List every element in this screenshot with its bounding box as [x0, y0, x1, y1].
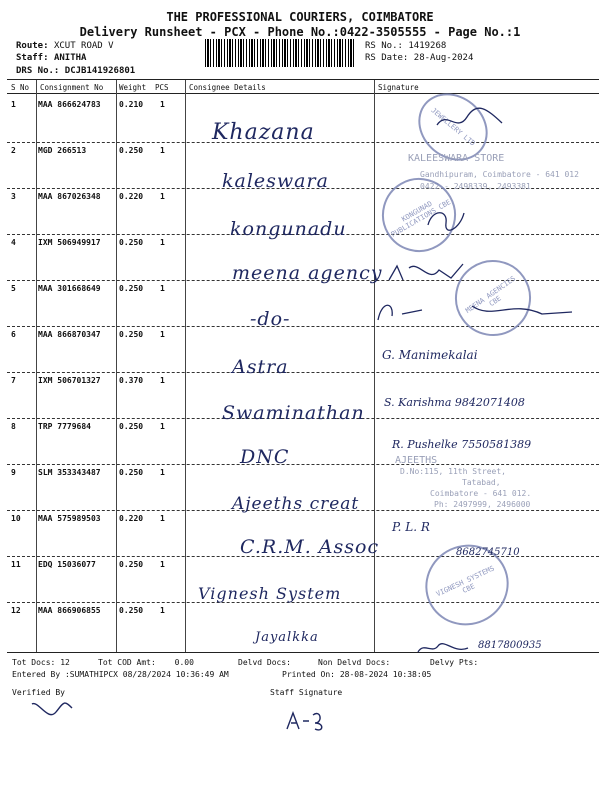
row-pcs: 1	[160, 606, 165, 615]
row-weight: 0.250	[119, 330, 144, 339]
staff-signature-label: Staff Signature	[270, 688, 343, 697]
staff-value: ANITHA	[53, 53, 87, 63]
row-sno: 8	[11, 422, 16, 431]
row-sno: 9	[11, 468, 16, 477]
ajeeths-stamp-name: AJEETHS	[395, 455, 438, 466]
consignee-handwriting: Khazana	[212, 120, 315, 145]
row-pcs: 1	[160, 284, 165, 293]
signature-text: 8817800935	[478, 640, 542, 651]
rs-date-label: RS Date:	[365, 53, 409, 63]
row-pcs: 1	[160, 146, 165, 155]
runsheet-subtitle: Delivery Runsheet - PCX - Phone No.:0422-3505555 - Page No.:1	[79, 25, 521, 39]
col-pcs: PCS	[155, 83, 169, 92]
drs-value: DCJB141926801	[64, 66, 136, 76]
col-sno: S No	[11, 83, 30, 92]
tot-docs-label: Tot Docs:	[12, 658, 56, 667]
row-consignment: MAA 301668649	[38, 284, 101, 293]
table-row	[0, 330, 600, 376]
row-consignment: MAA 866906855	[38, 606, 101, 615]
staff-line	[16, 53, 86, 63]
row-weight: 0.250	[119, 422, 144, 431]
signature-text: P. L. R	[392, 520, 430, 534]
row-weight: 0.250	[119, 146, 144, 155]
tot-cod	[98, 658, 194, 667]
verified-signature-icon	[28, 698, 78, 724]
barcode	[205, 39, 355, 67]
printed-on	[282, 670, 431, 679]
kongunad-stamp: KONGUNAD PUBLICATIONS CBE	[368, 164, 469, 265]
row-weight: 0.250	[119, 284, 144, 293]
ajeeths-stamp-line1: D.No:115, 11th Street,	[400, 467, 506, 476]
consignee-handwriting: kongunadu	[230, 218, 347, 240]
row-weight: 0.250	[119, 560, 144, 569]
tot-docs-value: 12	[60, 658, 70, 667]
signature-text: S. Karishma 9842071408	[384, 396, 525, 409]
row-divider	[7, 464, 599, 465]
verified-by-label: Verified By	[12, 688, 65, 697]
col-consignee: Consignee Details	[189, 83, 266, 92]
rs-no-line	[365, 41, 446, 51]
consignee-handwriting: Vignesh System	[198, 584, 342, 603]
row-sno: 6	[11, 330, 16, 339]
row-sno: 10	[11, 514, 21, 523]
row-sno: 3	[11, 192, 16, 201]
drs-line	[16, 66, 135, 76]
consignee-handwriting: Jayalkka	[255, 630, 319, 645]
signature-text: R. Pushelke 7550581389	[392, 438, 532, 451]
delvy-pts-label: Delvy Pts:	[430, 658, 479, 667]
company-title: THE PROFESSIONAL COURIERS, COIMBATORE	[166, 10, 434, 24]
row-pcs: 1	[160, 330, 165, 339]
row-weight: 0.250	[119, 606, 144, 615]
row-weight: 0.220	[119, 514, 144, 523]
tot-cod-label: Tot COD Amt:	[98, 658, 156, 667]
row-pcs: 1	[160, 192, 165, 201]
vignesh-stamp: VIGNESH SYSTEMS CBE	[412, 531, 522, 639]
consignee-handwriting: Ajeeths creat	[232, 494, 360, 514]
route-label: Route:	[16, 41, 49, 51]
row-sno: 11	[11, 560, 21, 569]
row-consignment: EDQ 15036077	[38, 560, 96, 569]
ajeeths-stamp-phone: Ph: 2497999, 2496000	[434, 500, 531, 509]
printed-on-value: 28-08-2024 10:38:05	[339, 670, 432, 679]
rs-date-value: 28-Aug-2024	[413, 53, 474, 63]
consignee-handwriting: Swaminathan	[222, 402, 365, 424]
kaleswara-stamp-address: Gandhipuram, Coimbatore - 641 012	[420, 170, 579, 179]
rs-no-value: 1419268	[408, 41, 447, 51]
col-signature: Signature	[378, 83, 419, 92]
row-sno: 4	[11, 238, 16, 247]
row-sno: 2	[11, 146, 16, 155]
rs-no-label: RS No.:	[365, 41, 403, 51]
signature-scribble	[414, 640, 474, 658]
consignee-handwriting: DNC	[240, 446, 290, 468]
ajeeths-stamp-line2: Tatabad,	[462, 478, 501, 487]
route-line	[16, 41, 114, 51]
consignee-handwriting: kaleswara	[222, 170, 329, 192]
route-value: XCUT ROAD V	[53, 41, 114, 51]
consignee-handwriting: -do-	[250, 308, 291, 330]
row-pcs: 1	[160, 468, 165, 477]
row-weight: 0.250	[119, 238, 144, 247]
col-weight: Weight	[119, 83, 147, 92]
row-weight: 0.210	[119, 100, 144, 109]
row-pcs: 1	[160, 514, 165, 523]
row-sno: 12	[11, 606, 21, 615]
row-consignment: MAA 867026348	[38, 192, 101, 201]
row-pcs: 1	[160, 376, 165, 385]
signature-text: 8682745710	[456, 547, 520, 558]
staff-label: Staff:	[16, 53, 49, 63]
tot-docs	[12, 658, 70, 667]
rs-date-line	[365, 53, 473, 63]
entered-by-value: SUMATHIPCX 08/28/2024 10:36:49 AM	[69, 670, 229, 679]
tot-cod-value: 0.00	[174, 658, 194, 667]
row-consignment: SLM 353343487	[38, 468, 101, 477]
consignee-handwriting: meena agency	[232, 262, 383, 284]
signature-text: G. Manimekalai	[382, 348, 478, 362]
row-weight: 0.220	[119, 192, 144, 201]
consignee-handwriting: Astra	[232, 356, 289, 378]
meena-stamp: MEENA AGENCIES CBE	[440, 245, 546, 351]
drs-label: DRS No.:	[16, 66, 60, 76]
kaleswara-stamp-phone: 0422 - 2498339, 2493381	[420, 182, 531, 191]
signature-scribble	[385, 258, 475, 288]
kaleswara-stamp-name: KALEESWARA STORE	[408, 153, 505, 164]
signature-scribble	[372, 296, 582, 326]
delvd-docs-label: Delvd Docs:	[238, 658, 291, 667]
row-consignment: MGD 266513	[38, 146, 87, 155]
staff-signature-icon	[283, 707, 331, 733]
ajeeths-stamp-line3: Coimbatore - 641 012.	[430, 489, 532, 498]
signature-scribble	[432, 105, 512, 135]
table-bottom-border	[7, 652, 599, 653]
consignee-handwriting: C.R.M. Assoc	[240, 536, 380, 558]
row-weight: 0.370	[119, 376, 144, 385]
row-pcs: 1	[160, 238, 165, 247]
row-consignment: IXM 506701327	[38, 376, 101, 385]
jewellery-stamp: JEWELLERY LTD	[405, 79, 502, 174]
row-pcs: 1	[160, 422, 165, 431]
row-consignment: MAA 866870347	[38, 330, 101, 339]
row-sno: 5	[11, 284, 16, 293]
row-consignment: MAA 575989503	[38, 514, 101, 523]
col-consignment: Consignment No	[40, 83, 104, 92]
printed-on-label: Printed On:	[282, 670, 335, 679]
row-pcs: 1	[160, 560, 165, 569]
signature-scribble	[420, 205, 470, 233]
row-pcs: 1	[160, 100, 165, 109]
entered-by	[12, 670, 229, 679]
table-top-border	[7, 79, 599, 80]
entered-by-label: Entered By :	[12, 670, 70, 679]
row-consignment: MAA 866624783	[38, 100, 101, 109]
row-sno: 1	[11, 100, 16, 109]
table-header-border	[7, 93, 599, 94]
non-delvd-docs-label: Non Delvd Docs:	[318, 658, 391, 667]
row-consignment: TRP 7779684	[38, 422, 91, 431]
row-weight: 0.250	[119, 468, 144, 477]
row-consignment: IXM 506949917	[38, 238, 101, 247]
row-sno: 7	[11, 376, 16, 385]
row-divider	[7, 372, 599, 373]
